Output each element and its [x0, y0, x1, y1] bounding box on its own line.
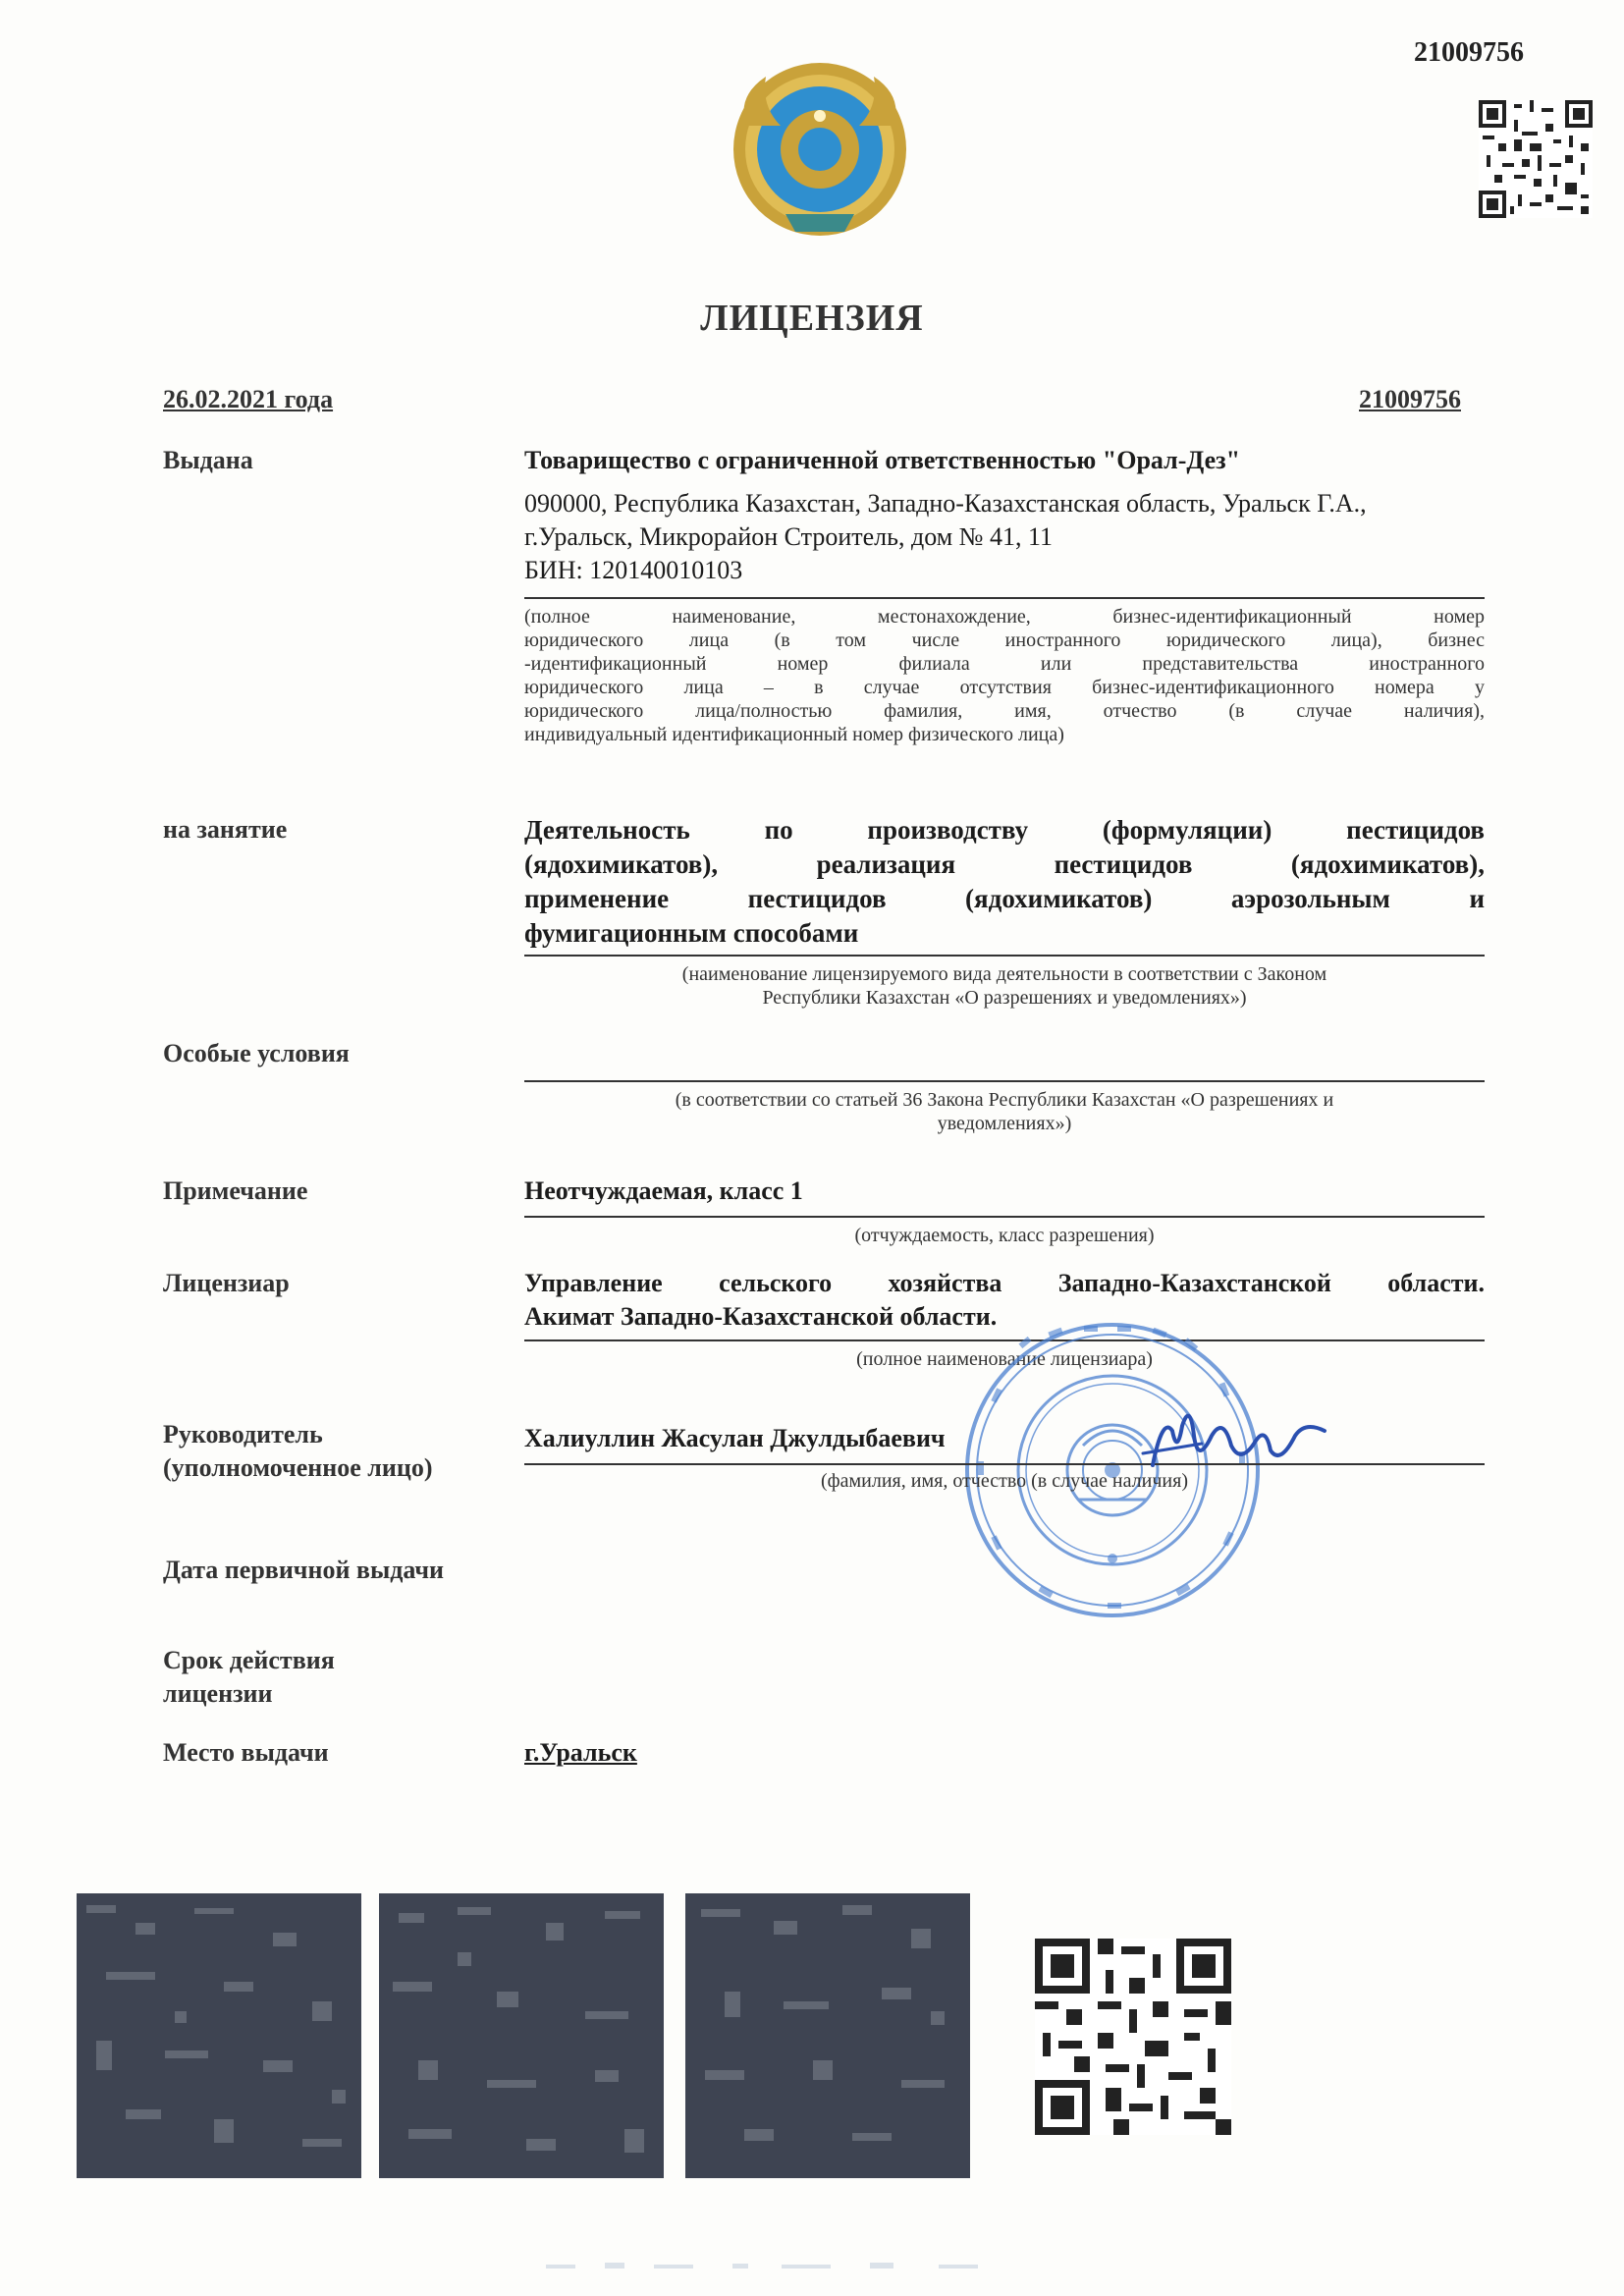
document-top-number: 21009756 — [1414, 37, 1524, 68]
note-line: (наименование лицензируемого вида деятельности в соответствии с Законом — [681, 963, 1327, 985]
qr-code-icon — [1035, 1939, 1231, 2135]
state-emblem-icon — [727, 57, 913, 242]
activity-line: (ядохимикатов), реализация пестицидов (ядохимикатов), — [524, 849, 1485, 879]
licensor-note: (полное наименование лицензиара) — [856, 1348, 1153, 1370]
license-date: 26.02.2021 года — [163, 385, 334, 413]
head-label — [163, 1418, 432, 1485]
scan-artifact — [546, 2259, 1037, 2276]
head-label-line: (уполномоченное лицо) — [163, 1453, 433, 1482]
licensor-label: Лицензиар — [163, 1269, 290, 1297]
head-name: Халиуллин Жасулан Джулдыбаевич — [524, 1424, 946, 1452]
note-line: Республики Казахстан «О разрешениях и уведомлениях») — [762, 987, 1247, 1009]
divider — [524, 1216, 1485, 1218]
signature-icon — [1133, 1396, 1339, 1485]
special-conditions-note — [524, 1088, 1485, 1135]
activity-line: применение пестицидов (ядохимикатов) аэрозольным и — [524, 884, 1485, 913]
licensor-line: Акимат Западно-Казахстанской области. — [524, 1302, 998, 1331]
activity-text — [524, 813, 1485, 951]
place-label: Место выдачи — [163, 1738, 329, 1767]
activity-field-note — [524, 962, 1485, 1010]
note-line: юридического лица/полностью фамилия, имя, отчество (в случае наличия), — [524, 700, 1485, 722]
head-label-line: Руководитель — [163, 1420, 323, 1449]
licensor-line: Управление сельского хозяйства Западно-Казахстанской области. — [524, 1269, 1485, 1297]
licensee-field-note — [524, 605, 1485, 746]
remark-label: Примечание — [163, 1176, 308, 1205]
activity-line: Деятельность по производству (формуляции) пестицидов — [524, 815, 1485, 845]
qr-code-icon — [77, 1893, 361, 2178]
qr-code-icon — [685, 1893, 970, 2178]
validity-label-line: Срок действия — [163, 1646, 335, 1674]
divider — [524, 1463, 1485, 1465]
place-value: г.Уральск — [524, 1738, 637, 1767]
note-line: (полное наименование, местонахождение, бизнес-идентификационный номер — [524, 606, 1485, 628]
first-issue-label: Дата первичной выдачи — [163, 1556, 445, 1584]
special-conditions-label: Особые условия — [163, 1039, 350, 1067]
note-line: (в соответствии со статьей 36 Закона Республики Казахстан «О разрешениях и — [675, 1089, 1334, 1111]
activity-label: на занятие — [163, 815, 288, 844]
validity-label-line: лицензии — [163, 1679, 273, 1708]
note-line: юридического лица – в случае отсутствия бизнес-идентификационного номера у — [524, 677, 1485, 698]
divider — [524, 1080, 1485, 1082]
note-line: индивидуальный идентификационный номер физического лица) — [524, 724, 1064, 745]
issued-label: Выдана — [163, 446, 253, 474]
remark-value: Неотчуждаемая, класс 1 — [524, 1176, 803, 1205]
remark-note: (отчуждаемость, класс разрешения) — [854, 1225, 1155, 1246]
validity-label — [163, 1644, 335, 1711]
note-line: -идентификационный номер филиала или представительства иностранного — [524, 653, 1485, 675]
qr-code-icon — [379, 1893, 664, 2178]
document-title: ЛИЦЕНЗИЯ — [700, 298, 924, 339]
license-number: 21009756 — [1359, 385, 1461, 413]
note-line: юридического лица (в том числе иностранного юридического лица), бизнес — [524, 629, 1485, 651]
licensee-address-line2: г.Уральск, Микрорайон Строитель, дом № 41, 11 — [524, 522, 1054, 551]
head-note: (фамилия, имя, отчество (в случае наличия) — [821, 1470, 1188, 1492]
activity-line: фумигационным способами — [524, 918, 859, 948]
licensee-name: Товарищество с ограниченной ответственностью "Орал-Дез" — [524, 446, 1241, 474]
divider — [524, 955, 1485, 957]
qr-code-icon — [1479, 100, 1593, 218]
note-line: уведомлениях») — [937, 1113, 1072, 1134]
licensee-address-line1: 090000, Республика Казахстан, Западно-Казахстанская область, Уральск Г.А., — [524, 489, 1367, 518]
licensee-bin: БИН: 120140010103 — [524, 556, 743, 584]
divider — [524, 597, 1485, 599]
